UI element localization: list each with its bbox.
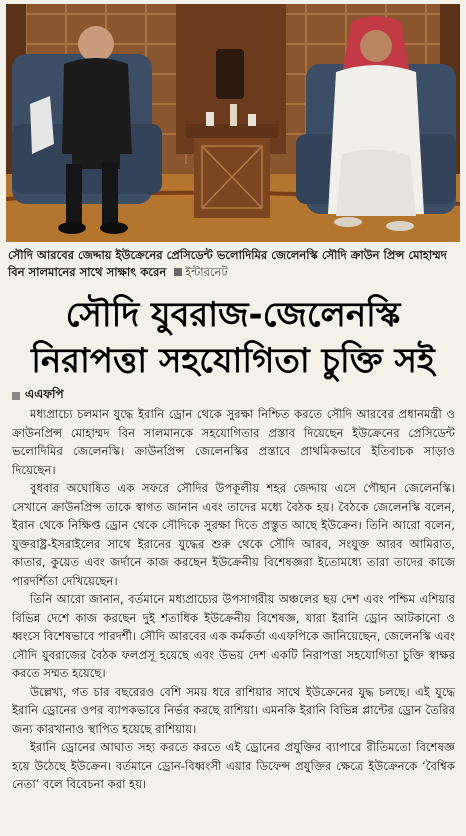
- news-photo: [6, 4, 460, 242]
- byline-source: এএফপি: [25, 387, 64, 401]
- article-body: [12, 405, 455, 794]
- headline-line-1: সৌদি যুবরাজ-জেলেনস্কি: [65, 295, 401, 335]
- headline-line-2: নিরাপত্তা সহযোগিতা চুক্তি সই: [31, 341, 435, 381]
- article-paragraph: ইরানি ড্রোনের আঘাত সহ্য করতে করতে এই ড্রোনের প্রযুক্তির ব্যাপারে রীতিমতো বিশেষজ্ঞ হয়ে উঠেছে ইউক্রেন। বর্তমানে ড্রোন-বিধ্বংসী এয়ার ডিফেন্স প্রযুক্তির ক্ষেত্রে ইউক্রেনকে ‘বৈশ্বিক নেতা’ বলে বিবেচনা করা হয়।: [12, 740, 456, 791]
- caption-text: সৌদি আরবের জেদ্দায় ইউক্রেনের প্রেসিডেন্ট ভলোদিমির জেলেনস্কি সৌদি ক্রাউন প্রিন্স মোহাম্মদ বিন সালমানের সাথে সাক্ষাৎ করেন: [8, 248, 447, 279]
- credit-square-icon: [174, 268, 182, 276]
- photo-caption: [8, 247, 458, 281]
- article-paragraph: তিনি আরো জানান, বর্তমানে মধ্যপ্রাচ্যের উপসাগরীয় অঞ্চলের ছয় দেশ এবং পশ্চিম এশিয়ার বিভিন্ন দেশে কাজ করছেন দুই শতাধিক ইউক্রেনীয় বিশেষজ্ঞ, যারা ইরানি ড্রোন আটকানো ও ধ্বংসে বিশেষভাবে পারদর্শী। সৌদি আরবের এক কর্মকর্তা এএফপিকে জানিয়েছেন, জেলেনস্কি এবং সৌদি যুবরাজের বৈঠক ফলপ্রসূ হয়েছে এবং উভয় দেশ একটি নিরাপত্তা সহযোগিতা চুক্তি স্বাক্ষর করতে সম্মত হয়েছে।: [12, 592, 455, 680]
- photo-icon: [6, 4, 460, 242]
- article-paragraph: উল্লেখ্য, গত চার বছরেরও বেশি সময় ধরে রাশিয়ার সাথে ইউক্রেনের যুদ্ধ চলছে। এই যুদ্ধে ইরানি ড্রোনের ওপর ব্যাপকভাবে নির্ভর করছে রাশিয়া। এমনকি ইরানি বিভিন্ন প্লান্টের ড্রোন তৈরির জন্য কারখানাও স্থাপিত হয়েছে রাশিয়ায়।: [12, 684, 455, 736]
- article-paragraph: বুধবার অঘোষিত এক সফরে সৌদির উপকূলীয় শহর জেদ্দায় এসে পৌছান জেলেনস্কি। সেখানে ক্রাউনপ্রিন্স তাকে স্বাগত জানান এবং তাদের মধ্যে বৈঠক হয়। বৈঠকে জেলেনস্কি বলেন, ইরান থেকে নিক্ষিপ্ত ড্রোন থেকে সৌদিকে সুরক্ষা দিতে প্রস্তুত আছে ইউক্রেন। তিনি আরো বলেন, যুক্তরাষ্ট্র-ইসরাইলের সাথে ইরানের যুদ্ধের শুরু থেকে সৌদি আরব, সংযুক্ত আরব আমিরাত, কাতার, কুয়েত এবং জর্দানে কাজ করছেন ইউক্রেনীয় বিশেষজ্ঞরা ইতোমধ্যে তারা তাদের কাজে পারদর্শিতা দেখিয়েছেন।: [12, 481, 455, 588]
- article-paragraph: মধ্যপ্রাচ্যে চলমান যুদ্ধে ইরানি ড্রোন থেকে সুরক্ষা নিশ্চিত করতে সৌদি আরবের প্রধানমন্ত্রী ও ক্রাউনপ্রিন্স মোহাম্মদ বিন সালমানকে সহযোগিতার প্রস্তাব দিয়েছেন ইউক্রেনের প্রেসিডেন্ট ভলোদিমির জেলেনস্কি। ক্রাউনপ্রিন্স জেলেনস্কির প্রস্তাবে প্রাথমিকভাবে ইতিবাচক সাড়াও দিয়েছেন।: [12, 407, 455, 477]
- byline: [12, 388, 64, 404]
- bullet-square-icon: [12, 392, 20, 400]
- caption-credit: ইন্টারনেট: [185, 265, 228, 279]
- headline: [0, 292, 466, 384]
